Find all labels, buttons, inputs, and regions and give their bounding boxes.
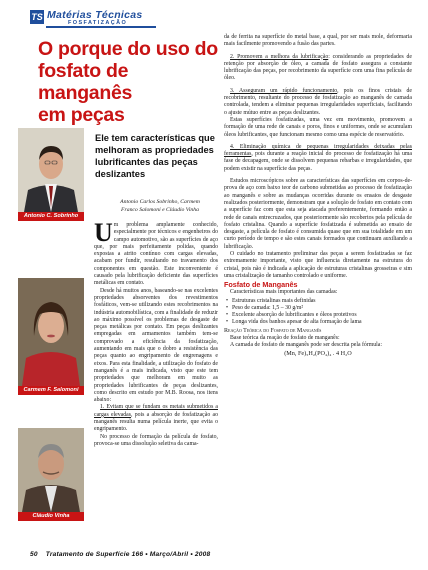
article-authors bbox=[104, 198, 216, 214]
list-item: 4. Eliminação química de pequenas irregularidades deixadas pelas ferramentas, pois durante a reação inicial do processo de fosfatização há uma fase de decapagem, onde se dissolvem pequenas rebarbas e irregularidades, que podem existir na superfície das peças. bbox=[224, 143, 412, 172]
feature-item: • Peso de camada: 1,5 – 30 g/m² bbox=[232, 305, 412, 312]
section-title: Matérias Técnicas bbox=[47, 9, 143, 21]
paragraph: Desde há muitos anos, baseando-se nas excelentes propriedades absorventes dos revestimentos fosfáticos, vem-se utilizando estes recobrimentos na indústria automobilística, com a finalidade de reduzir ao máximo possível os problemas de desgaste de peças metálicas por contato. Em peças deslizantes empregadas em armamentos também tem-se comprovado a eficiência da fosfatização, aumentando em mais que o dobro a resistência das peças quanto ao engripamento de engrenagens e eixos. Para esta finalidade, a utilização do fosfato de manganês é a mais indicada, visto que este tem propriedades que melhoram em muito as propriedades lubrificantes de peças deslizantes, como descrito em estudo por M.B. Roosa, nos itens abaixo: bbox=[94, 287, 218, 404]
page-number: 50 bbox=[30, 551, 38, 558]
paragraph: No processo de formação da película de fosfato, provoca-se uma dissolução seletiva da cama- bbox=[94, 433, 218, 447]
photo-caption: Antonio C. Sobrinho bbox=[18, 212, 84, 221]
paragraph: A camada de fosfato de manganês pode ser descrita pela fórmula: bbox=[230, 342, 382, 349]
list-item: 2. Promovem a melhora da lubrificação: considerando as propriedades de retenção por absorção de óleo, a camada de fosfato assegura a constante lubrificação das peças, por recobrimento da superfície com uma fina película de óleo. bbox=[224, 53, 412, 82]
author-photo-salomoni bbox=[18, 278, 84, 386]
drop-cap: U bbox=[94, 218, 113, 247]
masthead bbox=[30, 10, 210, 26]
article-subtitle: Ele tem características que melhoram as propriedades lubrificantes das peças deslizantes bbox=[95, 133, 215, 179]
left-column-text bbox=[94, 218, 218, 448]
paragraph: Características mais importantes das camadas: bbox=[230, 289, 338, 296]
chemical-formula: (Mn, Fe)₅H₂(PO₄)₄ . 4 H₂O bbox=[284, 349, 352, 357]
right-column-text bbox=[224, 34, 412, 357]
author-photo-sobrinho bbox=[18, 128, 84, 212]
magazine-logo: TS bbox=[31, 12, 43, 22]
title-line: fosfato de manganês bbox=[38, 60, 133, 104]
footer-text: Tratamento de Superfície 166 • Março/Abril • 2008 bbox=[45, 551, 211, 558]
author-photo-vinha bbox=[18, 428, 84, 512]
masthead-rule bbox=[46, 26, 156, 28]
section-heading: Fosfato de Manganês bbox=[224, 280, 298, 290]
title-line: O porque do uso do bbox=[38, 38, 218, 60]
photo-caption: Cláudio Vinha bbox=[18, 512, 84, 521]
title-line: em peças bbox=[38, 104, 125, 126]
subsection-heading: Reação Teórica do Fosfato de Manganês bbox=[224, 327, 322, 334]
section-subtitle: FOSFATIZAÇÃO bbox=[68, 20, 128, 26]
paragraph: Estas superfícies fosfatizadas, uma vez em movimento, promovem a formação de uma rede de canais e poros, finos e uniformes, onde se acumulam óleos lubrificantes, que funcionam mesmo como uma espécie de reservatório. bbox=[224, 116, 412, 138]
list-item: 1. Evitam que se fundam os metais submetidos a cargas elevadas, pois a absorção de fosfatização ao manganês resulta numa película inerte, que evita o engripamento. bbox=[94, 404, 218, 433]
paragraph: Estudos microscópicos sobre as características das superfícies em corpos-de-prova de aço com baixo teor de carbono submetidas ao processo de fosfatização ao manganês e sobre as mudanças ocorridas durante os ensaios de desgaste realizados posteriormente, demonstram que a solução de fosfato em contato com a superfície faz com que esta seja atacada preferentemente, formando então a rede de canais entrecruzados, que posteriormente são recobertos pela película de fosfato cristalina. Quando a superfície fosfatizada é submetida ao ensaio de desgaste, a película de fosfato é consumida quase que em sua totalidade em um curto período de tempo e são estes canais formados que continuam auxiliando a lubrificação. bbox=[224, 178, 412, 250]
feature-item: • Estruturas cristalinas mais definidas bbox=[232, 298, 412, 305]
paragraph: Base teórica da reação de fosfato de manganês: bbox=[230, 334, 340, 341]
paragraph: da de ferrita na superfície do metal base, a qual, por ser mais mole, deformaria mais facilmente promovendo a fusão das partes. bbox=[224, 34, 412, 48]
feature-list bbox=[224, 298, 412, 327]
article-title bbox=[38, 38, 218, 126]
author-line: Antonio Carlos Sobrinho, Carmem bbox=[120, 199, 200, 205]
paragraph: O cuidado no tratamento preliminar das peças a serem fosfatizadas se faz extremamente importante, visto que influencia diretamente na estrutura do cristal, pois não é indicada a aplicação de estruturas cristalinas grosseiras e sim uma cristalização de tamanho controlado e uniforme. bbox=[224, 251, 412, 279]
feature-item: • Longa vida dos banhos apesar de alta formação de lama bbox=[232, 319, 412, 326]
author-line: Franco Salomoni e Cláudio Vinha bbox=[121, 207, 199, 213]
page-footer bbox=[30, 551, 410, 558]
feature-item: • Excelente absorção de lubrificantes e óleos protetivos bbox=[232, 312, 412, 319]
list-item: 3. Asseguram um rápido funcionamento, pois os finos cristais de recobrimento, resultante do processo de fosfatização ao manganês de camada controlada, tendem a eliminar pequenas irregularidades superficiais, facilitando o ajuste mútuo entre as peças deslizantes. bbox=[224, 87, 412, 116]
paragraph: Um problema amplamente conhecido, especialmente por técnicos e engenheiros do campo automotivo, são as superfícies de aço que, por mais perfeitamente polidas, quando expostas a atrito contínuo com cargas elevadas, acabam por fundir, resultando no travamento dos componentes em questão. Este inconveniente é causado pela lubrificação deficiente das superfícies metálicas em contato. bbox=[94, 218, 218, 287]
photo-caption: Carmem F. Salomoni bbox=[18, 386, 84, 395]
